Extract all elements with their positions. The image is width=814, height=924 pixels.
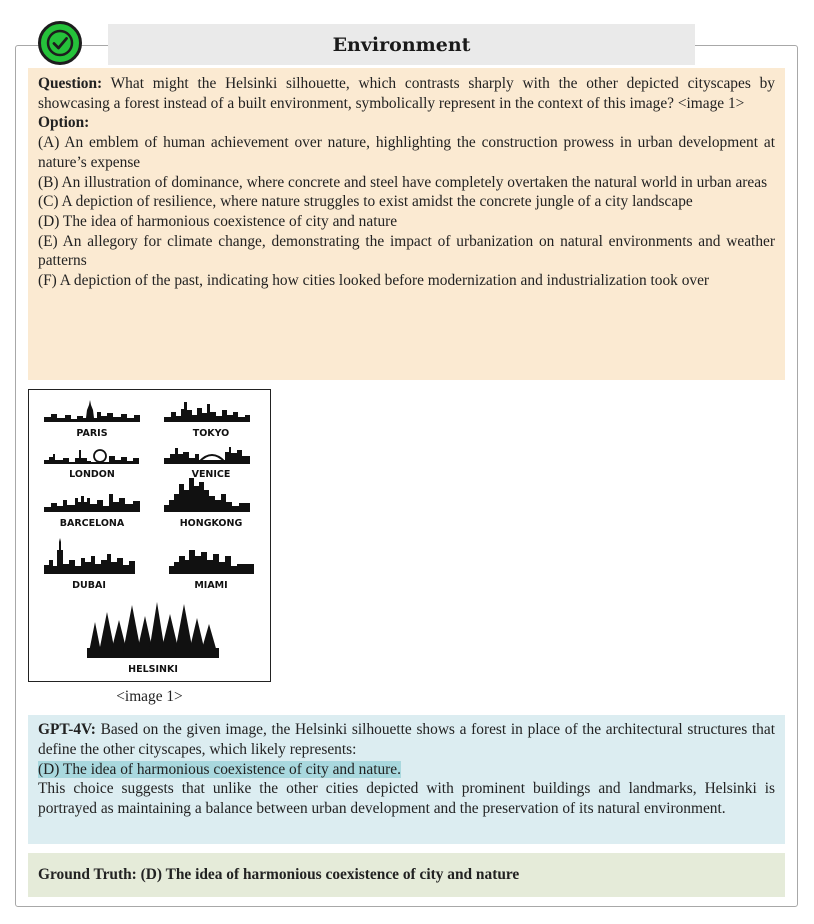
model-answer-box [28, 715, 785, 844]
ground-truth-text: Ground Truth: (D) The idea of harmonious coexistence of city and nature [38, 866, 520, 883]
city-label-dubai: DUBAI [72, 580, 106, 591]
question-box [28, 68, 785, 380]
question-body: What might the Helsinki silhouette, which contrasts sharply with the other depicted cityscapes by showcasing a forest instead of a built environment, symbolically represent in the context of this image? <image 1> [38, 75, 775, 112]
city-label-tokyo: TOKYO [192, 428, 230, 439]
city-label-hongkong: HONGKONG [179, 518, 243, 529]
city-label-london: LONDON [69, 469, 115, 480]
paris-skyline [44, 400, 140, 422]
city-label-venice: VENICE [191, 469, 231, 480]
option-label: Option: [38, 114, 90, 132]
barcelona-skyline [44, 494, 140, 512]
ground-truth-box [28, 853, 785, 897]
london-skyline [44, 450, 139, 464]
model-label: GPT-4V: [38, 721, 96, 738]
city-label-helsinki: HELSINKI [128, 664, 178, 675]
skyline-image [28, 389, 271, 682]
answer-explanation: This choice suggests that unlike the other cities depicted with prominent buildings and landmarks, Helsinki is portrayed as maintaining a balance between urban development and the preservation of its natural environment. [38, 780, 775, 818]
tokyo-skyline [164, 402, 250, 422]
question-text [38, 74, 775, 113]
category-title: Environment [332, 33, 471, 56]
option-d: (D) The idea of harmonious coexistence of city and nature [38, 212, 398, 230]
option-c: (C) A depiction of resilience, where nature struggles to exist amidst the concrete jungle of a city landscape [38, 193, 693, 211]
category-header [108, 24, 695, 65]
option-e: (E) An allegory for climate change, demonstrating the impact of urbanization on natural environments and weather patterns [38, 232, 775, 270]
answer-intro [38, 720, 775, 760]
answer-highlight: (D) The idea of harmonious coexistence of city and nature. [38, 760, 401, 778]
answer-intro-text: Based on the given image, the Helsinki silhouette shows a forest in place of the architectural structures that define the other cityscapes, which likely represents: [38, 721, 775, 758]
image-caption: <image 1> [116, 688, 183, 705]
city-label-paris: PARIS [76, 428, 108, 439]
question-label: Question: [38, 75, 103, 92]
dubai-skyline [44, 538, 135, 574]
check-icon [38, 21, 82, 65]
helsinki-forest [87, 602, 219, 658]
hongkong-skyline [164, 478, 250, 512]
city-label-miami: MIAMI [194, 580, 228, 591]
city-label-barcelona: BARCELONA [59, 518, 125, 529]
option-f: (F) A depiction of the past, indicating how cities looked before modernization and industrialization took over [38, 272, 710, 290]
option-b: (B) An illustration of dominance, where concrete and steel have completely overtaken the natural world in urban areas [38, 173, 768, 191]
answer-choice [38, 760, 775, 780]
miami-skyline [169, 550, 254, 574]
option-a: (A) An emblem of human achievement over nature, highlighting the construction prowess in urban development at nature’s expense [38, 134, 775, 171]
